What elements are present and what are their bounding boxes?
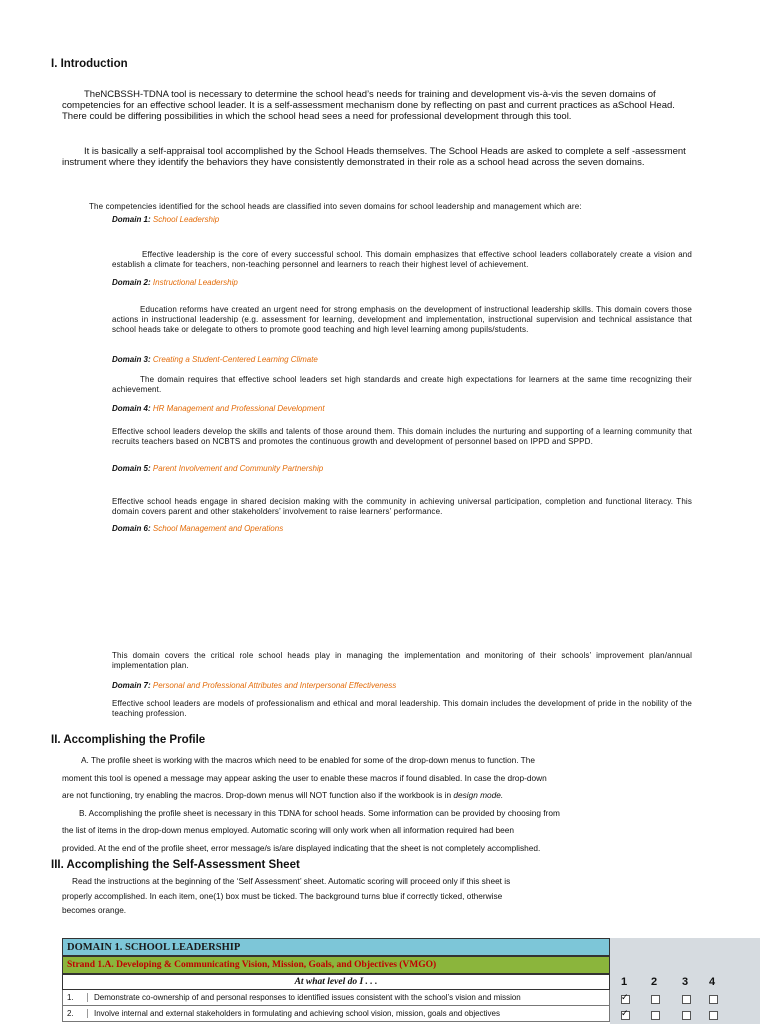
profile-line-a2: moment this tool is opened a message may appear asking the user to enable these macros if found disabled. In case the drop-down: [62, 772, 547, 783]
intro-paragraph-2: It is basically a self-appraisal tool accomplished by the School Heads themselves. The School Heads are asked to complete a self -assessment instrument where they identify the behaviors they have consistently demonstrated in their role as a school head across the seven domains.: [62, 146, 686, 168]
domain-2-title: Domain 2: Instructional Leadership: [112, 278, 238, 287]
domain-2-text: Education reforms have created an urgent need for strong emphasis on the development of instructional leadership skills. This domain covers those actions in instructional leadership (e.g. assessment for learning, development and implementation, instructional supervision and technical assistance that school heads take or delegate to others to promote good teaching and high level learning among pupils/students.: [112, 305, 692, 334]
level-header-row: At what level do I . . .: [62, 974, 610, 990]
profile-line-a1: A. The profile sheet is working with the macros which need to be enabled for some of the drop-down menus to function. The: [81, 755, 535, 765]
scale-header-2: 2: [651, 976, 658, 988]
profile-instructions: [62, 752, 712, 857]
domains-intro: The competencies identified for the school heads are classified into seven domains for school leadership and management which are:: [89, 202, 582, 211]
domain-6-title: Domain 6: School Management and Operations: [112, 524, 284, 533]
sa-line-1: Read the instructions at the beginning of the ‘Self Assessment’ sheet. Automatic scoring will proceed only if this sheet is: [72, 876, 511, 886]
section-heading-profile: II. Accomplishing the Profile: [51, 734, 206, 746]
domain-1-text: Effective leadership is the core of every successful school. This domain emphasizes that effective school leaders collaborately create a vision and establish a climate for teachers, non-teaching personnel and learners to reach their highest level of achievement.: [112, 250, 692, 269]
self-assessment-instructions: [62, 874, 712, 918]
profile-line-b2: the list of items in the drop-down menus employed. Automatic scoring will only work when all information required had been: [62, 825, 514, 835]
domain-4-text: Effective school leaders develop the skills and talents of those around them. This domain includes the nurturing and supporting of a learning community that recruits teachers based on NCBTS and promotes the continuous growth and development of personnel based on IPPD and SPPD.: [112, 427, 692, 446]
item-1-rating-3-checkbox[interactable]: [682, 995, 691, 1004]
domain-4-title: Domain 4: HR Management and Professional Development: [112, 404, 325, 413]
table-row: [62, 1006, 610, 1022]
profile-line-a3: are not functioning, try enabling the macros. Drop-down menus will NOT function also if the workbook is in design mode.: [62, 790, 504, 800]
intro-paragraph-1: TheNCBSSH-TDNA tool is necessary to determine the school head’s needs for training and development vis-à-vis the seven domains of competencies for an effective school leader. It is a self-assessment mechanism done by reflecting on past and current practices as aSchool Head. There could be differing possibilities in which the school head sees a need for professional development through this tool.: [62, 89, 675, 122]
domain-5-title: Domain 5: Parent Involvement and Community Partnership: [112, 464, 324, 473]
item-text: Involve internal and external stakeholders in formulating and achieving school vision, mission, goals and objectives: [94, 1009, 501, 1018]
item-2-rating-1-checkbox[interactable]: [621, 1011, 630, 1020]
section-heading-introduction: I. Introduction: [51, 58, 128, 70]
sa-line-3: becomes orange.: [62, 905, 127, 915]
strand-row: Strand 1.A. Developing & Communicating Vision, Mission, Goals, and Objectives (VMGO): [62, 956, 610, 974]
profile-line-b1: B. Accomplishing the profile sheet is necessary in this TDNA for school heads. Some information can be provided by choosing from: [79, 807, 560, 818]
item-1-rating-4-checkbox[interactable]: [709, 995, 718, 1004]
scale-header-3: 3: [682, 976, 689, 988]
item-text: Demonstrate co-ownership of and personal responses to identified issues consistent with the school’s vision and mission: [94, 993, 521, 1002]
profile-line-b3: provided. At the end of the profile sheet, error message/s is/are displayed indicating that the sheet is not completely accomplished.: [62, 842, 541, 853]
domain-row: DOMAIN 1. SCHOOL LEADERSHIP: [62, 938, 610, 956]
item-2-rating-3-checkbox[interactable]: [682, 1011, 691, 1020]
domain-3-text: The domain requires that effective school leaders set high standards and create high expectations for learners at the same time recognizing their achievement.: [112, 375, 692, 394]
item-2-rating-4-checkbox[interactable]: [709, 1011, 718, 1020]
domain-7-text: Effective school leaders are models of professionalism and ethical and moral leadership. This domain includes the development of pride in the nobility of the teaching profession.: [112, 699, 692, 718]
domain-3-title: Domain 3: Creating a Student-Centered Learning Climate: [112, 355, 318, 364]
domain-7-title: Domain 7: Personal and Professional Attributes and Interpersonal Effectiveness: [112, 681, 397, 690]
domain-6-text: This domain covers the critical role school heads play in managing the implementation and monitoring of their schools’ improvement plan/annual implementation plan.: [112, 651, 692, 670]
scale-header-4: 4: [709, 976, 716, 988]
item-1-rating-2-checkbox[interactable]: [651, 995, 660, 1004]
scale-header-1: 1: [621, 976, 628, 988]
item-2-rating-2-checkbox[interactable]: [651, 1011, 660, 1020]
domain-5-text: Effective school heads engage in shared decision making with the community in achieving universal participation, completion and functional literacy. This domain covers parent and other stakeholders’ involvement to raise learners’ performance.: [112, 497, 692, 516]
item-1-rating-1-checkbox[interactable]: [621, 995, 630, 1004]
item-number: 2.: [63, 1009, 88, 1018]
table-row: [62, 990, 610, 1006]
sa-line-2: properly accomplished. In each item, one(1) box must be ticked. The background turns blue if correctly ticked, otherwise: [62, 890, 503, 901]
section-heading-self-assessment: III. Accomplishing the Self-Assessment Sheet: [51, 859, 300, 871]
domain-1-title: Domain 1: School Leadership: [112, 215, 220, 224]
item-number: 1.: [63, 993, 88, 1002]
